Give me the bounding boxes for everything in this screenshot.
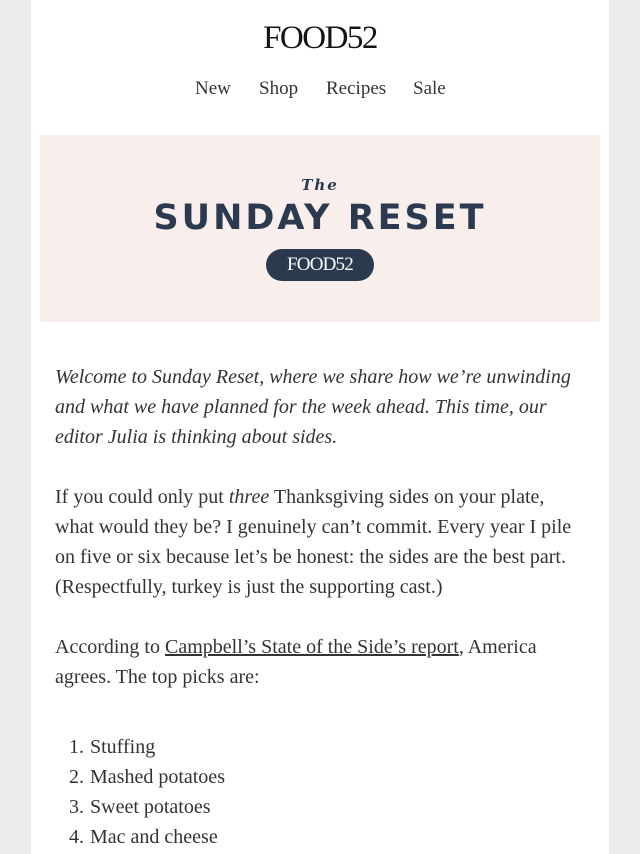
nav-sale[interactable]: Sale: [413, 78, 446, 99]
banner-the: The: [301, 176, 339, 194]
banner-food52-badge: FOOD52: [266, 249, 374, 281]
list-item-text: Stuffing: [90, 736, 156, 758]
report-text-start: According to: [55, 636, 165, 658]
email-page: [31, 0, 609, 854]
nav-shop[interactable]: Shop: [259, 78, 299, 99]
list-number: 2.: [69, 766, 84, 788]
list-number: 4.: [69, 826, 84, 848]
report-paragraph: [55, 632, 585, 692]
list-item-text: Mac and cheese: [90, 826, 218, 848]
report-text-end: , America agrees. The top picks are:: [55, 636, 537, 688]
list-item-text: Sweet potatoes: [90, 796, 211, 818]
sides-text-start: If you could only put: [55, 486, 229, 508]
nav-recipes[interactable]: Recipes: [326, 78, 387, 99]
list-number: 1.: [69, 736, 84, 758]
sides-emphasis: three: [228, 486, 270, 508]
food52-logo[interactable]: FOOD52: [263, 20, 377, 56]
list-item-text: Mashed potatoes: [90, 766, 225, 788]
sunday-reset-banner[interactable]: [40, 135, 600, 322]
main-nav: [31, 77, 609, 101]
campbells-report-link[interactable]: Campbell’s State of the Side’s report: [164, 636, 459, 658]
sides-text-end: Thanksgiving sides on your plate, what would they be? I genuinely can’t commit. Every year I pile on five or six because let’s be honest: the sides are the best part. (Respectfully, turkey is just the supporting cast.): [55, 486, 572, 598]
intro-paragraph: Welcome to Sunday Reset, where we share how we’re unwinding and what we have planned for the week ahead. This time, our editor Julia is thinking about sides.: [55, 366, 571, 448]
list-number: 3.: [69, 796, 84, 818]
nav-new[interactable]: New: [195, 78, 231, 99]
sides-paragraph: [55, 482, 585, 602]
banner-headline: SUNDAY RESET: [153, 198, 487, 238]
